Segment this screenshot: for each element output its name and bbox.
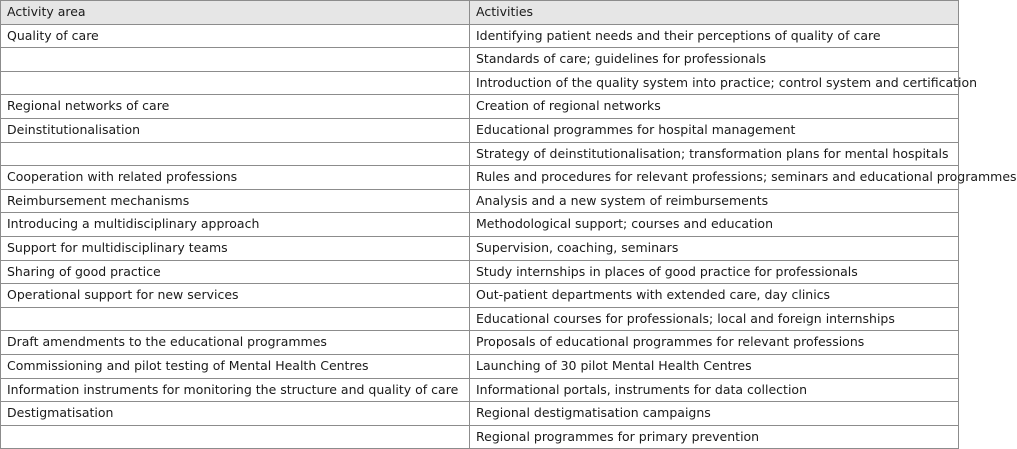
activities-cell: Proposals of educational programmes for relevant professions (470, 331, 959, 355)
table-row (1, 378, 959, 402)
activities-cell: Analysis and a new system of reimbursements (470, 189, 959, 213)
activity-area-cell (1, 142, 470, 166)
activity-area-cell: Destigmatisation (1, 402, 470, 426)
table-header-row (1, 1, 959, 25)
table-row (1, 118, 959, 142)
activity-area-cell: Cooperation with related professions (1, 166, 470, 190)
activities-cell: Rules and procedures for relevant professions; seminars and educational programmes (470, 166, 959, 190)
table-row (1, 166, 959, 190)
activities-cell: Strategy of deinstitutionalisation; transformation plans for mental hospitals (470, 142, 959, 166)
table-row (1, 331, 959, 355)
activities-cell: Supervision, coaching, seminars (470, 236, 959, 260)
activity-area-cell: Support for multidisciplinary teams (1, 236, 470, 260)
activities-cell: Informational portals, instruments for data collection (470, 378, 959, 402)
activity-area-cell: Information instruments for monitoring the structure and quality of care (1, 378, 470, 402)
table-row (1, 142, 959, 166)
activities-cell: Regional programmes for primary prevention (470, 425, 959, 449)
table-row (1, 24, 959, 48)
activity-area-cell (1, 307, 470, 331)
activities-cell: Out-patient departments with extended care, day clinics (470, 284, 959, 308)
activities-cell: Standards of care; guidelines for professionals (470, 48, 959, 72)
activity-area-cell (1, 425, 470, 449)
table-row (1, 402, 959, 426)
activity-area-cell: Reimbursement mechanisms (1, 189, 470, 213)
activities-cell: Identifying patient needs and their perceptions of quality of care (470, 24, 959, 48)
activities-cell: Creation of regional networks (470, 95, 959, 119)
activity-area-cell: Quality of care (1, 24, 470, 48)
activities-cell: Study internships in places of good practice for professionals (470, 260, 959, 284)
table-row (1, 213, 959, 237)
activity-area-cell: Regional networks of care (1, 95, 470, 119)
column-header-activities: Activities (470, 1, 959, 25)
table-row (1, 425, 959, 449)
table-row (1, 95, 959, 119)
table-row (1, 236, 959, 260)
activities-cell: Methodological support; courses and education (470, 213, 959, 237)
activity-area-cell: Deinstitutionalisation (1, 118, 470, 142)
activities-cell: Introduction of the quality system into practice; control system and certification (470, 71, 959, 95)
activity-area-cell: Sharing of good practice (1, 260, 470, 284)
activity-area-cell: Commissioning and pilot testing of Mental Health Centres (1, 354, 470, 378)
column-header-activity-area: Activity area (1, 1, 470, 25)
activities-cell: Educational programmes for hospital management (470, 118, 959, 142)
table-row (1, 307, 959, 331)
table-row (1, 189, 959, 213)
activities-cell: Launching of 30 pilot Mental Health Centres (470, 354, 959, 378)
activity-area-cell: Operational support for new services (1, 284, 470, 308)
table-row (1, 354, 959, 378)
table-row (1, 48, 959, 72)
table-row (1, 260, 959, 284)
activity-area-cell (1, 71, 470, 95)
activities-cell: Regional destigmatisation campaigns (470, 402, 959, 426)
activity-area-cell: Introducing a multidisciplinary approach (1, 213, 470, 237)
table-row (1, 71, 959, 95)
activity-area-cell: Draft amendments to the educational programmes (1, 331, 470, 355)
activities-cell: Educational courses for professionals; local and foreign internships (470, 307, 959, 331)
table-row (1, 284, 959, 308)
activity-area-cell (1, 48, 470, 72)
